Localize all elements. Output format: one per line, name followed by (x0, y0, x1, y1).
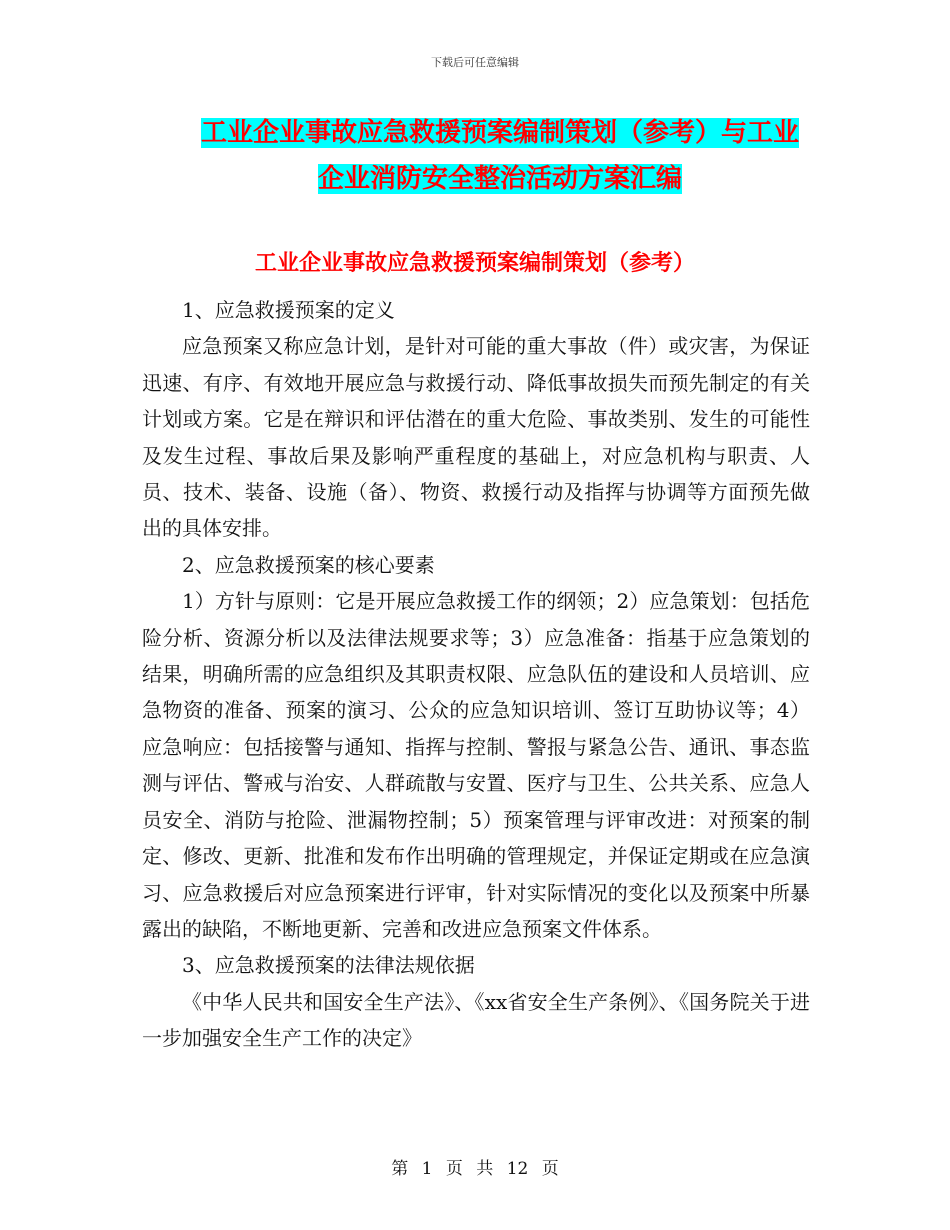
header-note: 下载后可任意编辑 (431, 56, 519, 69)
heading-legal-basis: 3、应急救援预案的法律法规依据 (182, 953, 475, 978)
document-body (142, 292, 810, 1057)
document-title (140, 110, 860, 202)
paragraph-core-elements: 1）方针与原则：它是开展应急救援工作的纲领；2）应急策划：包括危险分析、资源分析以及法律法规要求等；3）应急准备：指基于应急策划的结果，明确所需的应急组织及其职责权限、应急队伍的建设和人员培训、应急物资的准备、预案的演习、公众的应急知识培训、签订互助协议等；4）应急响应：包括接警与通知、指挥与控制、警报与紧急公告、通讯、事态监测与评估、警戒与治安、人群疏散与安置、医疗与卫生、公共关系、应急人员安全、消防与抢险、泄漏物控制；5）预案管理与评审改进：对预案的制定、修改、更新、批准和发布作出明确的管理规定，并保证定期或在应急演习、应急救援后对应急预案进行评审，针对实际情况的变化以及预案中所暴露出的缺陷，不断地更新、完善和改进应急预案文件体系。 (142, 589, 810, 941)
paragraph-legal-basis: 《中华人民共和国安全生产法》、《xx省安全生产条例》、《国务院关于进一步加强安全生产工作的决定》 (142, 989, 810, 1051)
heading-definition: 1、应急救援预案的定义 (182, 298, 395, 322)
paragraph-definition: 应急预案又称应急计划，是针对可能的重大事故（件）或灾害，为保证迅速、有序、有效地开展应急与救援行动、降低事故损失而预先制定的有关计划或方案。它是在辩识和评估潜在的重大危险、事故类别、发生的可能性及发生过程、事故后果及影响严重程度的基础上，对应急机构与职责、人员、技术、装备、设施（备）、物资、救援行动及指挥与协调等方面预先做出的具体安排。 (142, 334, 810, 541)
heading-core-elements: 2、应急救援预案的核心要素 (182, 552, 435, 577)
page-footer: 第 1 页 共 12 页 (391, 1159, 559, 1179)
document-title-line-1: 工业企业事故应急救援预案编制策划（参考）与工业 (200, 118, 799, 148)
section-title: 工业企业事故应急救援预案编制策划（参考） (254, 251, 695, 276)
document-title-line-2: 企业消防安全整治活动方案汇编 (317, 164, 682, 194)
